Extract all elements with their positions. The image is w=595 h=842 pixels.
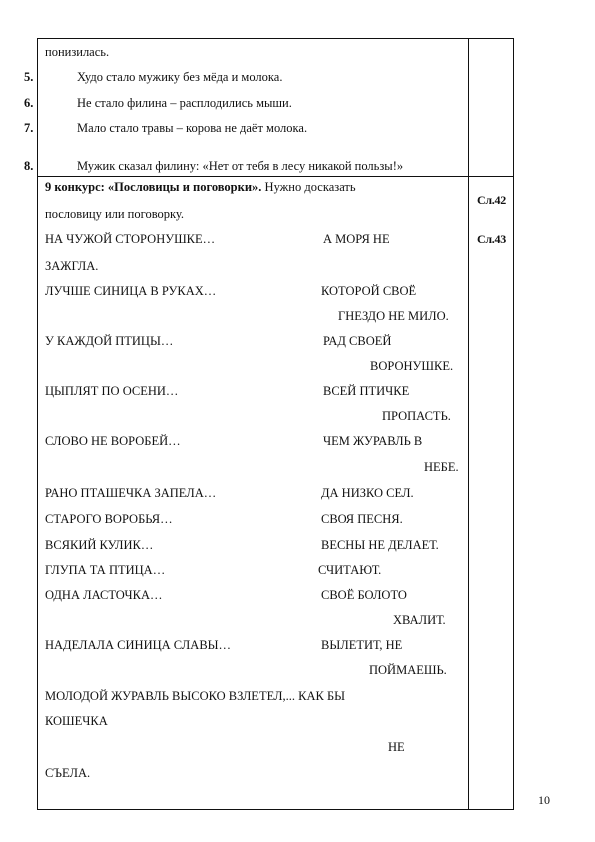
table-row-divider — [37, 176, 514, 177]
list-item: Не стало филина – расплодились мыши. — [77, 96, 292, 110]
proverb-end: ВЕСНЫ НЕ ДЕЛАЕТ. — [321, 538, 439, 552]
proverb-start: НА ЧУЖОЙ СТОРОНУШКЕ… — [45, 232, 216, 246]
item-number: 5. — [24, 70, 34, 84]
proverb-start: ЦЫПЛЯТ ПО ОСЕНИ… — [45, 384, 179, 398]
proverb-end: ПОЙМАЕШЬ. — [369, 663, 447, 677]
proverb-start: МОЛОДОЙ ЖУРАВЛЬ ВЫСОКО ВЗЛЕТЕЛ,... КАК БЫ — [45, 689, 346, 703]
table-top-border — [37, 38, 514, 39]
contest-title: 9 конкурс: «Пословицы и поговорки». — [45, 180, 262, 194]
proverb-start: ВСЯКИЙ КУЛИК… — [45, 538, 154, 552]
continuation-text: понизилась. — [45, 45, 110, 59]
list-item: Худо стало мужику без мёда и молока. — [77, 70, 283, 84]
item-number: 7. — [24, 121, 34, 135]
proverb-end: ВЫЛЕТИТ, НЕ — [321, 638, 403, 652]
proverb-end: РАД СВОЕЙ — [323, 334, 392, 348]
list-item: Мужик сказал филину: «Нет от тебя в лесу никакой пользы!» — [77, 159, 404, 173]
contest-heading — [45, 180, 356, 194]
proverb-start: ОДНА ЛАСТОЧКА… — [45, 588, 163, 602]
table-middle-border — [468, 38, 469, 810]
list-item: Мало стало травы – корова не даёт молока. — [77, 121, 308, 135]
slide-reference: Сл.42 — [477, 193, 506, 207]
proverb-start: КОШЕЧКА — [45, 714, 108, 728]
proverb-start: СТАРОГО ВОРОБЬЯ… — [45, 512, 173, 526]
proverb-start: СЛОВО НЕ ВОРОБЕЙ… — [45, 434, 181, 448]
proverb-start: ГЛУПА ТА ПТИЦА… — [45, 563, 166, 577]
proverb-start: НАДЕЛАЛА СИНИЦА СЛАВЫ… — [45, 638, 232, 652]
proverb-end: ГНЕЗДО НЕ МИЛО. — [338, 309, 449, 323]
proverb-end: ВОРОНУШКЕ. — [370, 359, 454, 373]
proverb-end: ХВАЛИТ. — [393, 613, 446, 627]
proverb-end: ЧЕМ ЖУРАВЛЬ В — [323, 434, 423, 448]
proverb-end: КОТОРОЙ СВОЁ — [321, 284, 417, 298]
proverb-start: РАНО ПТАШЕЧКА ЗАПЕЛА… — [45, 486, 217, 500]
table-right-border — [513, 38, 514, 810]
proverb-end: СВОЯ ПЕСНЯ. — [321, 512, 403, 526]
page-number: 10 — [538, 793, 550, 807]
item-number: 8. — [24, 159, 34, 173]
proverb-end: СЧИТАЮТ. — [318, 563, 382, 577]
proverb-start: ЛУЧШЕ СИНИЦА В РУКАХ… — [45, 284, 217, 298]
proverb-start: У КАЖДОЙ ПТИЦЫ… — [45, 334, 174, 348]
item-number: 6. — [24, 96, 34, 110]
contest-instruction-continued: пословицу или поговорку. — [45, 207, 185, 221]
proverb-end: ДА НИЗКО СЕЛ. — [321, 486, 414, 500]
proverb-end: А МОРЯ НЕ — [323, 232, 390, 246]
proverb-end: НЕ — [388, 740, 405, 754]
contest-instruction: Нужно досказать — [261, 180, 356, 194]
proverb-end: СВОЁ БОЛОТО — [321, 588, 407, 602]
slide-reference: Сл.43 — [477, 232, 506, 246]
proverb-start: ЗАЖГЛА. — [45, 259, 99, 273]
proverb-end: ВСЕЙ ПТИЧКЕ — [323, 384, 410, 398]
proverb-start: СЪЕЛА. — [45, 766, 91, 780]
proverb-end: НЕБЕ. — [424, 460, 459, 474]
table-left-border — [37, 38, 38, 810]
proverb-end: ПРОПАСТЬ. — [382, 409, 451, 423]
table-bottom-border — [37, 809, 514, 810]
